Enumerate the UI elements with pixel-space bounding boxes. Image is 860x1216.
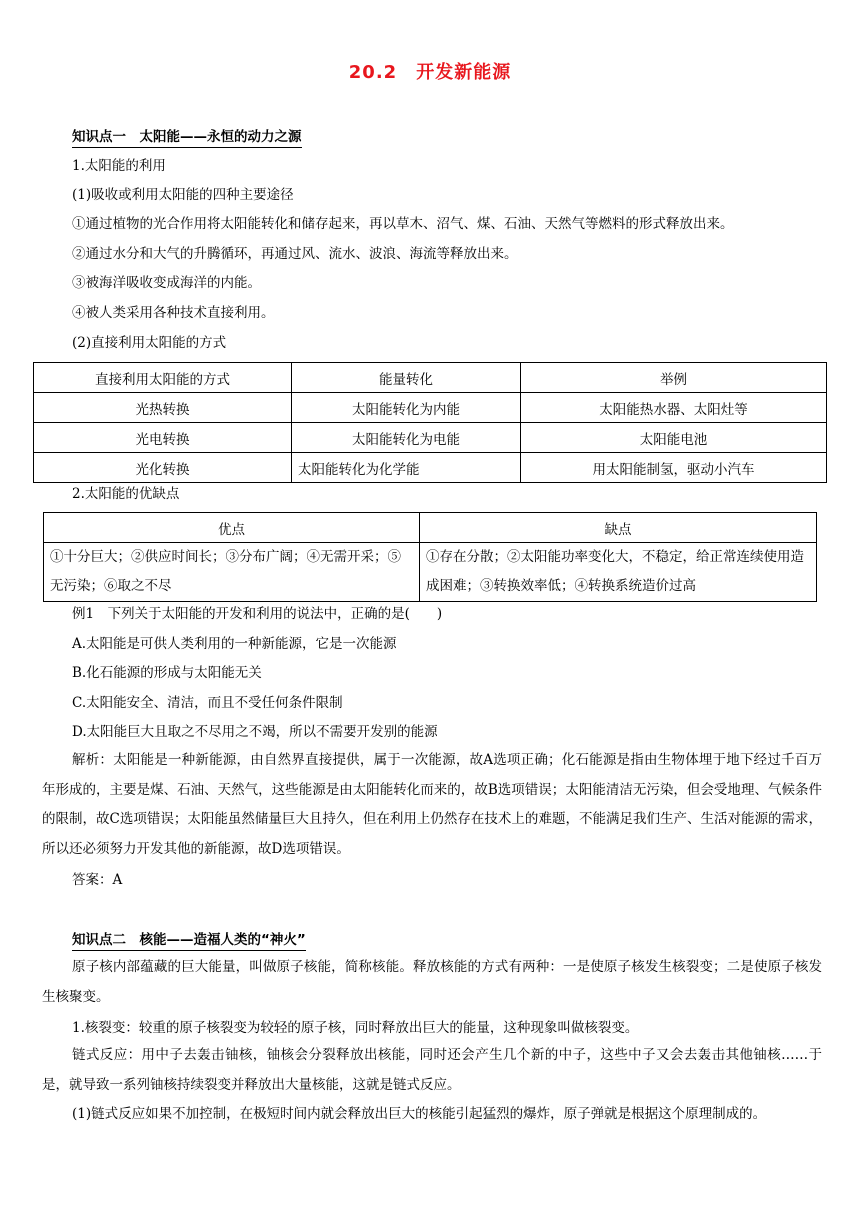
section-heading-solar: 知识点一 太阳能——永恒的动力之源 <box>72 128 302 148</box>
text-line: ③被海洋吸收变成海洋的内能。 <box>72 275 261 291</box>
table-cell: 太阳能热水器、太阳灶等 <box>521 393 827 423</box>
option-d: D.太阳能巨大且取之不尽用之不竭，所以不需要开发别的能源 <box>72 724 438 740</box>
table-header-row <box>44 513 817 543</box>
table-cell: 太阳能转化为内能 <box>292 393 521 423</box>
example-question: 例1 下列关于太阳能的开发和利用的说法中，正确的是( ) <box>72 606 443 622</box>
text-line: ①通过植物的光合作用将太阳能转化和储存起来，再以草木、沼气、煤、石油、天然气等燃料的形式释放出来。 <box>72 216 734 232</box>
table-cell: 光化转换 <box>34 453 292 483</box>
pros-cell: ①十分巨大；②供应时间长；③分布广阔；④无需开采；⑤无污染；⑥取之不尽 <box>44 543 420 602</box>
section-heading-nuclear: 知识点二 核能——造福人类的“神火” <box>72 931 306 951</box>
analysis-paragraph: 解析：太阳能是一种新能源，由自然界直接提供，属于一次能源，故A选项正确；化石能源是指由生物体埋于地下经过千百万年形成的，主要是煤、石油、天然气，这些能源是由太阳能转化而来的，故B选项错误；太阳能清洁无污染，但会受地理、气候条件的限制，故C选项错误；太阳能虽然储量巨大且持久，但在利用上仍然存在技术上的难题，不能满足我们生产、生活对能源的需求，所以还必须努力开发其他的新能源，故D选项错误。 <box>42 752 822 857</box>
solar-usage-table <box>33 362 827 483</box>
nuclear-intro-paragraph: 原子核内部蕴藏的巨大能量，叫做原子核能，简称核能。释放核能的方式有两种：一是使原子核发生核裂变；二是使原子核发生核聚变。 <box>42 959 822 1005</box>
option-b: B.化石能源的形成与太阳能无关 <box>72 665 262 681</box>
table-cell: 太阳能转化为化学能 <box>292 453 521 483</box>
table-cell: 太阳能电池 <box>521 423 827 453</box>
pros-cons-table <box>43 512 817 602</box>
text-line: ②通过水分和大气的升腾循环，再通过风、流水、波浪、海流等释放出来。 <box>72 246 518 262</box>
page-title: 20.2 开发新能源 <box>348 62 512 83</box>
option-c: C.太阳能安全、清洁，而且不受任何条件限制 <box>72 695 343 711</box>
option-a: A.太阳能是可供人类利用的一种新能源，它是一次能源 <box>72 636 397 652</box>
cons-cell: ①存在分散；②太阳能功率变化大，不稳定，给正常连续使用造成困难；③转换效率低；④转换系统造价过高 <box>420 543 817 602</box>
table-cell: 太阳能转化为电能 <box>292 423 521 453</box>
text-line: ④被人类采用各种技术直接利用。 <box>72 305 275 321</box>
fission-line: 1.核裂变：较重的原子核裂变为较轻的原子核，同时释放出巨大的能量，这种现象叫做核裂变。 <box>72 1020 639 1036</box>
text-line: 1.太阳能的利用 <box>72 158 166 174</box>
chain-reaction-paragraph: 链式反应：用中子去轰击铀核，铀核会分裂释放出核能，同时还会产生几个新的中子，这些中子又会去轰击其他铀核……于是，就导致一系列铀核持续裂变并释放出大量核能，这就是链式反应。 <box>42 1047 822 1093</box>
table-cell: 光热转换 <box>34 393 292 423</box>
text-line: 2.太阳能的优缺点 <box>72 486 180 502</box>
table-row <box>34 423 827 453</box>
table-header-cell: 直接利用太阳能的方式 <box>34 363 292 393</box>
table-row <box>34 393 827 423</box>
text-line: (1)吸收或利用太阳能的四种主要途径 <box>72 187 294 203</box>
table-header-cell: 缺点 <box>420 513 817 543</box>
text-line: (2)直接利用太阳能的方式 <box>72 335 227 351</box>
table-row <box>34 453 827 483</box>
table-header-cell: 能量转化 <box>292 363 521 393</box>
table-cell: 用太阳能制氢，驱动小汽车 <box>521 453 827 483</box>
table-header-cell: 优点 <box>44 513 420 543</box>
table-cell: 光电转换 <box>34 423 292 453</box>
answer-line: 答案：A <box>72 872 123 888</box>
table-row <box>44 543 817 602</box>
chain-reaction-note: (1)链式反应如果不加控制，在极短时间内就会释放出巨大的核能引起猛烈的爆炸，原子弹就是根据这个原理制成的。 <box>72 1106 767 1122</box>
table-header-cell: 举例 <box>521 363 827 393</box>
table-header-row <box>34 363 827 393</box>
